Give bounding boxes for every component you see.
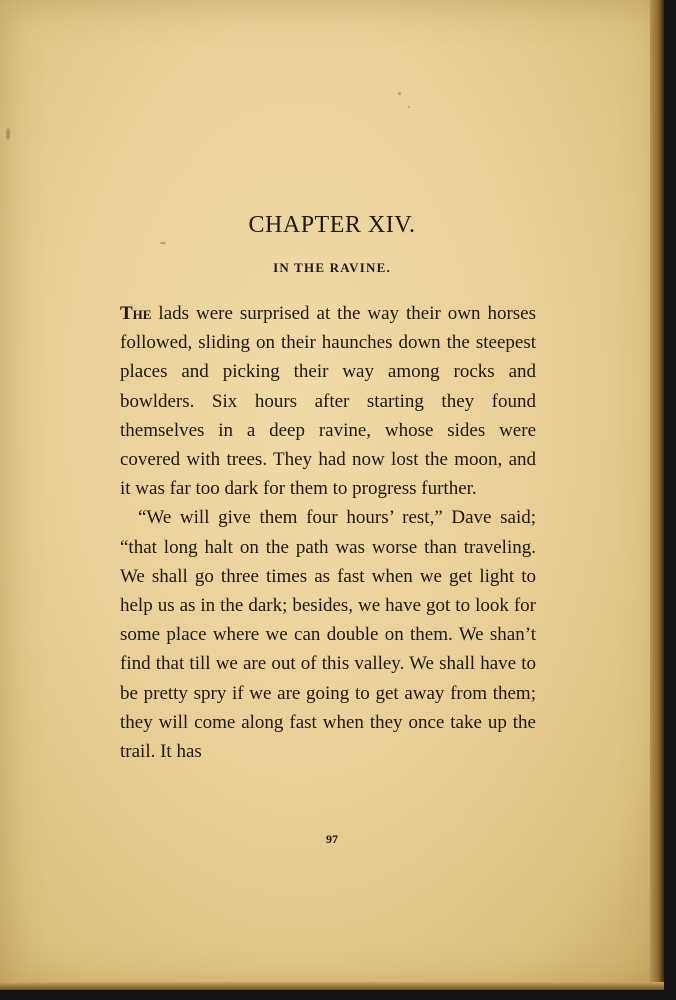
paragraph xyxy=(120,299,536,503)
page-number: 97 xyxy=(326,832,338,846)
paper-speck xyxy=(398,92,401,95)
paragraph-lead-word: The xyxy=(120,303,152,324)
paragraph-text: lads were surprised at the way their own horses followed, sliding on their haunches down the steepest places and picking their way among rocks and bowlders. Six hours after starting they found themselves in a deep ravine, whose sides were covered with trees. They had now lost the moon, and it was far too dark for them to progress further. xyxy=(120,303,536,500)
chapter-subtitle: IN THE RAVINE. xyxy=(273,260,391,275)
paragraph: “We will give them four hours’ rest,” Dave said; “that long halt on the path was worse than traveling. We shall go three times as fast when we get light to help us as in the dark; besides, we have got to look for some place where we can double on them. We shan’t find that till we are out of this valley. We shall have to be pretty spry if we are going to get away from them; they will come along fast when they once take up the trail. It has xyxy=(120,507,536,763)
page-edge xyxy=(0,982,664,990)
paper-speck xyxy=(408,106,410,108)
chapter-title: CHAPTER XIV. xyxy=(248,212,416,238)
body-text xyxy=(120,299,536,766)
paper-speck xyxy=(160,242,166,244)
paper-speck xyxy=(6,128,10,140)
page-edge xyxy=(650,0,664,990)
